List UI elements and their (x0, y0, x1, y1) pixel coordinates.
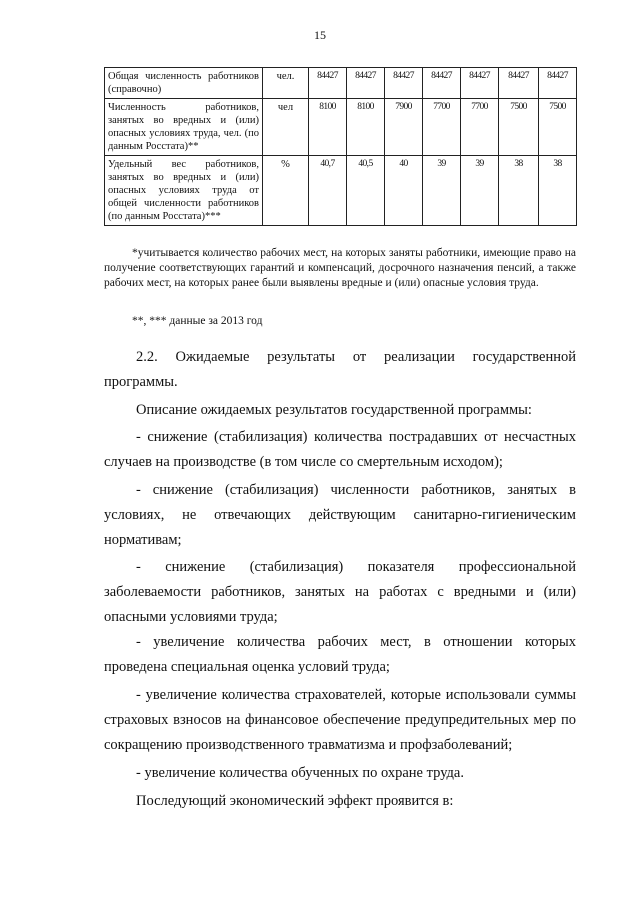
list-item (104, 478, 576, 553)
row-value: 84427 (499, 68, 539, 99)
list-item (104, 630, 576, 680)
row-label: Численность работников, занятых во вредных и (или) опасных условиях труда, чел. (по данным Росстата)** (105, 99, 263, 156)
row-value: 7500 (499, 99, 539, 156)
row-value: 7700 (423, 99, 461, 156)
table-row (105, 156, 577, 226)
list-item-text: - снижение (стабилизация) показателя профессиональной заболеваемости работников, занятых на работах с вредными и (или) опасными условиями труда; (104, 559, 576, 625)
section-closing (104, 789, 576, 814)
row-value: 7500 (539, 99, 577, 156)
row-value: 39 (461, 156, 499, 226)
table-body (105, 68, 577, 226)
row-value: 38 (539, 156, 577, 226)
page-number: 15 (314, 28, 326, 42)
row-value: 7900 (385, 99, 423, 156)
row-value: 84427 (539, 68, 577, 99)
section-intro-text: Описание ожидаемых результатов государственной программы: (136, 402, 532, 418)
row-unit: чел (263, 99, 309, 156)
footnote-2: **, *** данные за 2013 год (132, 315, 263, 327)
list-item-text: - увеличение количества обученных по охране труда. (136, 765, 464, 781)
row-value: 84427 (461, 68, 499, 99)
row-unit: % (263, 156, 309, 226)
row-value: 84427 (423, 68, 461, 99)
row-label: Удельный вес работников, занятых во вредных и (или) опасных условиях труда от общей численности работников (по данным Росстата)*** (105, 156, 263, 226)
list-item-text: - снижение (стабилизация) количества пострадавших от несчастных случаев на производстве (в том числе со смертельным исходом); (104, 429, 576, 470)
row-value: 8100 (309, 99, 347, 156)
list-item-text: - увеличение количества страхователей, которые использовали суммы страховых взносов на финансовое обеспечение предупредительных мер по сокращению производственного травматизма и профзаболеваний; (104, 687, 576, 753)
table-row (105, 68, 577, 99)
list-item (104, 683, 576, 758)
indicators-table (104, 67, 577, 226)
row-value: 40,5 (347, 156, 385, 226)
row-value: 84427 (385, 68, 423, 99)
list-item-text: - снижение (стабилизация) численности работников, занятых в условиях, не отвечающих действующим санитарно-гигиеническим нормативам; (104, 482, 576, 548)
footnote-1: *учитывается количество рабочих мест, на которых заняты работники, имеющие право на получение соответствующих гарантий и компенсаций, досрочного назначения пенсий, а также рабочих мест, на которых ранее были выявлены вредные и (или) опасные условия труда. (104, 247, 576, 289)
row-value: 40,7 (309, 156, 347, 226)
row-value: 8100 (347, 99, 385, 156)
section-closing-text: Последующий экономический эффект проявится в: (136, 793, 454, 809)
table-row (105, 99, 577, 156)
row-value: 39 (423, 156, 461, 226)
row-value: 7700 (461, 99, 499, 156)
list-item (104, 761, 576, 786)
section-intro (104, 398, 576, 423)
row-label: Общая численность работников (справочно) (105, 68, 263, 99)
list-item (104, 555, 576, 630)
list-item-text: - увеличение количества рабочих мест, в отношении которых проведена специальная оценка условий труда; (104, 634, 576, 675)
list-item (104, 425, 576, 475)
row-value: 40 (385, 156, 423, 226)
section-heading-text: 2.2. Ожидаемые результаты от реализации государственной программы. (104, 349, 576, 390)
row-value: 38 (499, 156, 539, 226)
section-heading (104, 345, 576, 395)
row-unit: чел. (263, 68, 309, 99)
row-value: 84427 (309, 68, 347, 99)
row-value: 84427 (347, 68, 385, 99)
